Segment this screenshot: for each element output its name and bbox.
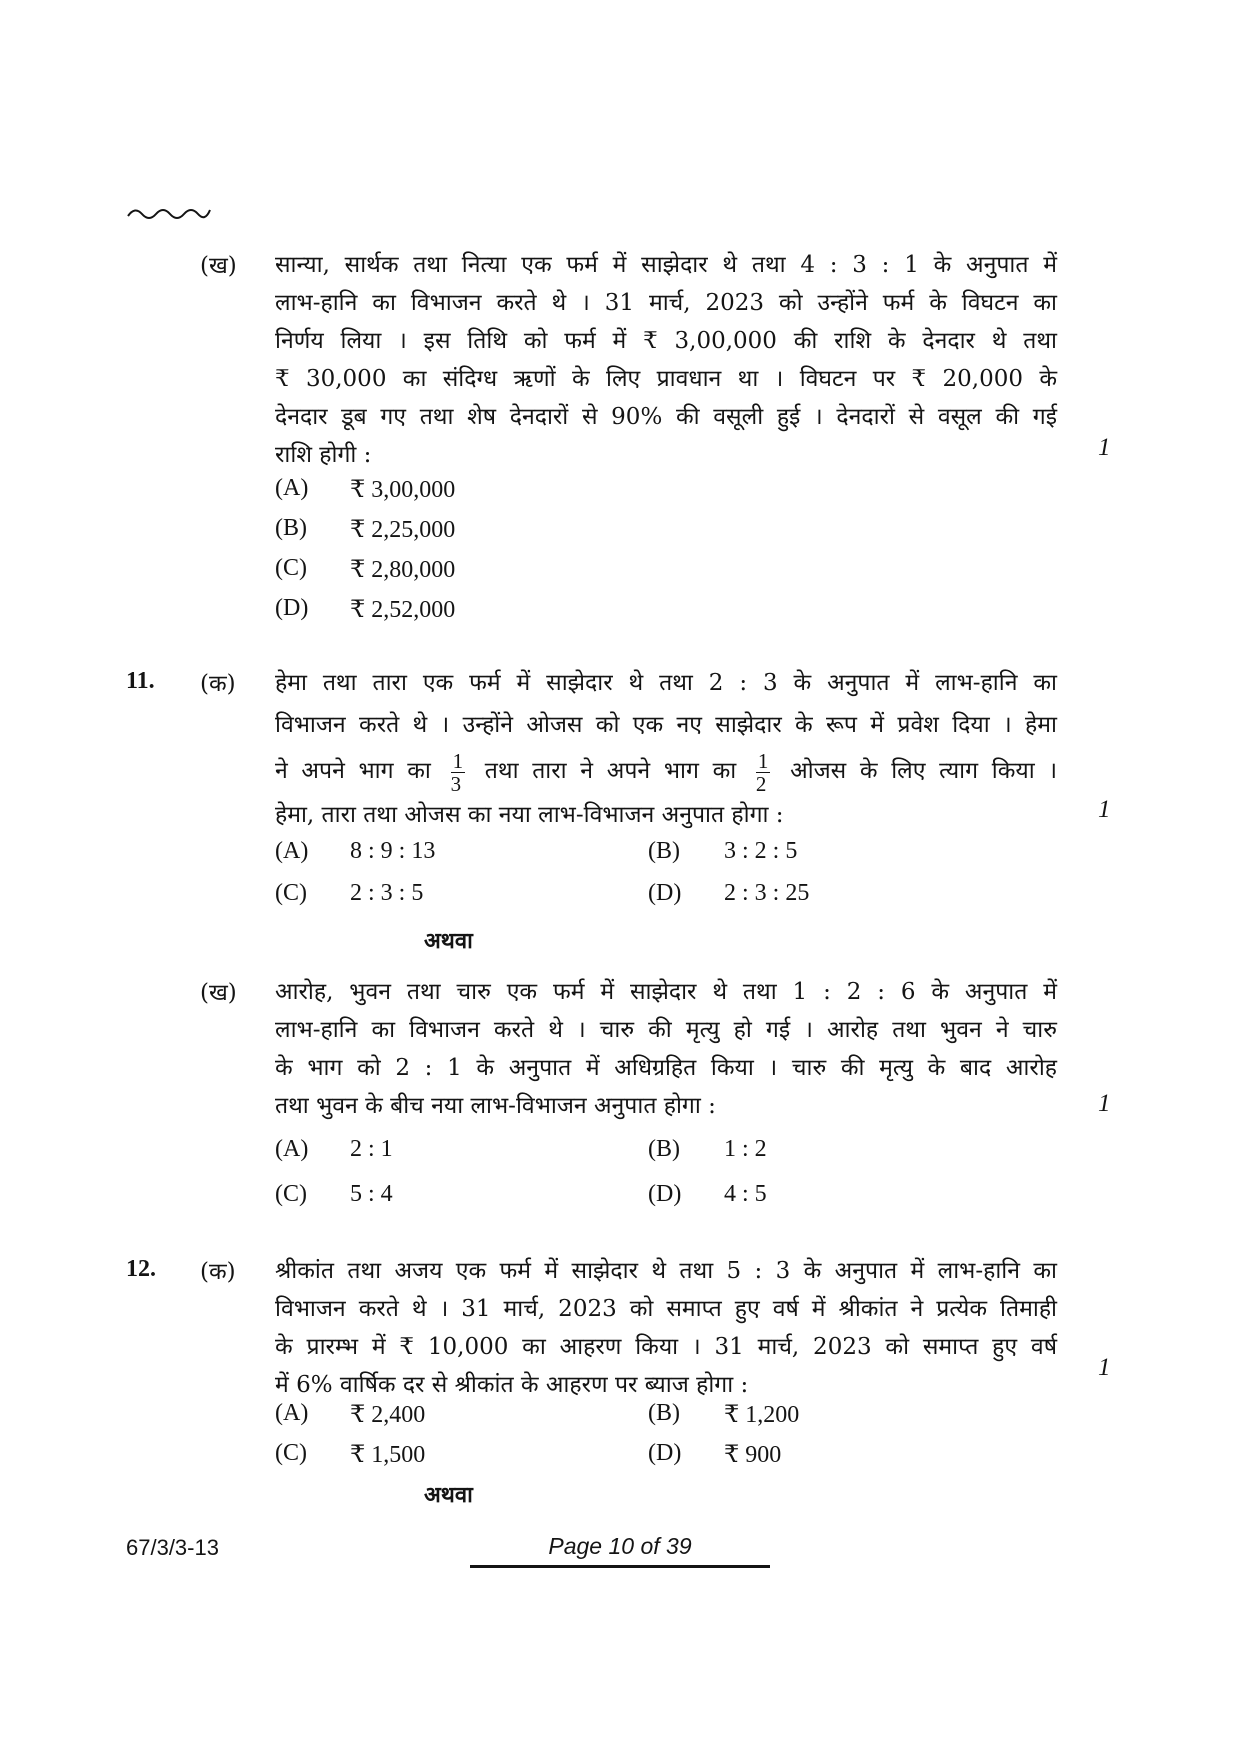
fraction-one-half	[756, 750, 771, 795]
q10b-line: ₹ 30,000 का संदिग्ध ऋणों के लिए प्रावधान था । विघटन पर ₹ 20,000 के	[275, 366, 1057, 392]
fraction-numerator: 1	[452, 748, 464, 773]
q10b-label: (ख)	[200, 253, 237, 279]
q10b-line: निर्णय लिया । इस तिथि को फर्म में ₹ 3,00,000 की राशि के देनदार थे तथा	[275, 328, 1057, 354]
option-value: ₹ 900	[724, 1442, 782, 1468]
option-label: (A)	[275, 1136, 309, 1162]
option-value: 2 : 1	[350, 1136, 393, 1162]
page-number: Page 10 of 39	[548, 1533, 692, 1559]
q11b-line: आरोह, भुवन तथा चारु एक फर्म में साझेदार थे तथा 1 : 2 : 6 के अनुपात में	[275, 979, 1057, 1005]
option-value: ₹ 3,00,000	[350, 477, 456, 503]
q12a-line: विभाजन करते थे । 31 मार्च, 2023 को समाप्त हुए वर्ष में श्रीकांत ने प्रत्येक तिमाही	[275, 1296, 1057, 1322]
q11b-label: (ख)	[200, 980, 237, 1006]
option-label: (D)	[648, 1181, 682, 1207]
q11a-line-fractions	[275, 746, 1057, 796]
q12a-line: के प्रारम्भ में ₹ 10,000 का आहरण किया । 31 मार्च, 2023 को समाप्त हुए वर्ष	[275, 1334, 1057, 1360]
q11b-text	[275, 973, 1057, 1125]
q10b-line: लाभ-हानि का विभाजन करते थे । 31 मार्च, 2023 को उन्होंने फर्म के विघटन का	[275, 290, 1057, 316]
q11a-line: हेमा, तारा तथा ओजस का नया लाभ-विभाजन अनुपात होगा :	[275, 802, 784, 828]
footer-divider	[470, 1565, 770, 1568]
option-label: (A)	[275, 1400, 309, 1426]
fraction-denominator: 2	[755, 771, 767, 796]
q11a-line3-part2: तथा तारा ने अपने भाग का	[484, 758, 737, 784]
option-label: (C)	[275, 555, 307, 581]
q12a-label: (क)	[200, 1259, 236, 1285]
q11a-line: विभाजन करते थे । उन्होंने ओजस को एक नए साझेदार के रूप में प्रवेश दिया । हेमा	[275, 712, 1057, 738]
q12a-line: में 6% वार्षिक दर से श्रीकांत के आहरण पर ब्याज होगा :	[275, 1372, 749, 1398]
q11a-mark: 1	[1098, 796, 1111, 823]
option-value: 8 : 9 : 13	[350, 838, 436, 864]
option-value: 1 : 2	[724, 1136, 767, 1162]
option-value: ₹ 2,25,000	[350, 517, 456, 543]
q11a-line3-part1: ने अपने भाग का	[275, 758, 431, 784]
option-value: 2 : 3 : 25	[724, 880, 810, 906]
option-label: (B)	[648, 1400, 680, 1426]
paper-code: 67/3/3-13	[126, 1535, 219, 1560]
q11b-line: के भाग को 2 : 1 के अनुपात में अधिग्रहित किया । चारु की मृत्यु के बाद आरोह	[275, 1055, 1057, 1081]
option-value: 5 : 4	[350, 1181, 393, 1207]
q10b-line: राशि होगी :	[275, 442, 372, 468]
option-value: 4 : 5	[724, 1181, 767, 1207]
option-value: 3 : 2 : 5	[724, 838, 798, 864]
q11b-line: लाभ-हानि का विभाजन करते थे । चारु की मृत्यु हो गई । आरोह तथा भुवन ने चारु	[275, 1017, 1057, 1043]
q12a-text	[275, 1252, 1057, 1404]
option-label: (C)	[275, 880, 307, 906]
option-label: (D)	[275, 595, 309, 621]
fraction-one-third	[451, 750, 466, 795]
fraction-numerator: 1	[757, 748, 769, 773]
option-label: (C)	[275, 1181, 307, 1207]
option-value: ₹ 1,200	[724, 1402, 800, 1428]
question-number: 11.	[126, 668, 155, 694]
q11a-line: हेमा तथा तारा एक फर्म में साझेदार थे तथा 2 : 3 के अनुपात में लाभ-हानि का	[275, 670, 1057, 696]
q12a-line: श्रीकांत तथा अजय एक फर्म में साझेदार थे तथा 5 : 3 के अनुपात में लाभ-हानि का	[275, 1258, 1057, 1284]
question-number: 12.	[126, 1256, 156, 1282]
option-label: (D)	[648, 880, 682, 906]
or-separator: अथवा	[424, 928, 473, 954]
q11b-mark: 1	[1098, 1090, 1111, 1117]
option-value: ₹ 2,80,000	[350, 557, 456, 583]
q12a-mark: 1	[1098, 1354, 1111, 1381]
q10b-text	[275, 246, 1057, 474]
option-label: (C)	[275, 1440, 307, 1466]
q11a-text	[275, 664, 1057, 834]
option-value: ₹ 2,400	[350, 1402, 426, 1428]
option-label: (B)	[275, 515, 307, 541]
q10b-mark: 1	[1098, 434, 1111, 461]
fraction-denominator: 3	[450, 771, 462, 796]
q10b-line: देनदार डूब गए तथा शेष देनदारों से 90% की वसूली हुई । देनदारों से वसूल की गई	[275, 404, 1057, 430]
option-label: (A)	[275, 475, 309, 501]
option-label: (B)	[648, 838, 680, 864]
q11a-line3-part3: ओजस के लिए त्याग किया ।	[790, 758, 1058, 784]
or-separator: अथवा	[424, 1482, 473, 1508]
option-value: 2 : 3 : 5	[350, 880, 424, 906]
q10b-line: सान्या, सार्थक तथा नित्या एक फर्म में साझेदार थे तथा 4 : 3 : 1 के अनुपात में	[275, 252, 1057, 278]
wave-mark-icon	[126, 204, 212, 222]
q11a-label: (क)	[200, 671, 236, 697]
option-label: (D)	[648, 1440, 682, 1466]
option-label: (B)	[648, 1136, 680, 1162]
q11b-line: तथा भुवन के बीच नया लाभ-विभाजन अनुपात होगा :	[275, 1093, 716, 1119]
option-value: ₹ 1,500	[350, 1442, 426, 1468]
option-label: (A)	[275, 838, 309, 864]
option-value: ₹ 2,52,000	[350, 597, 456, 623]
